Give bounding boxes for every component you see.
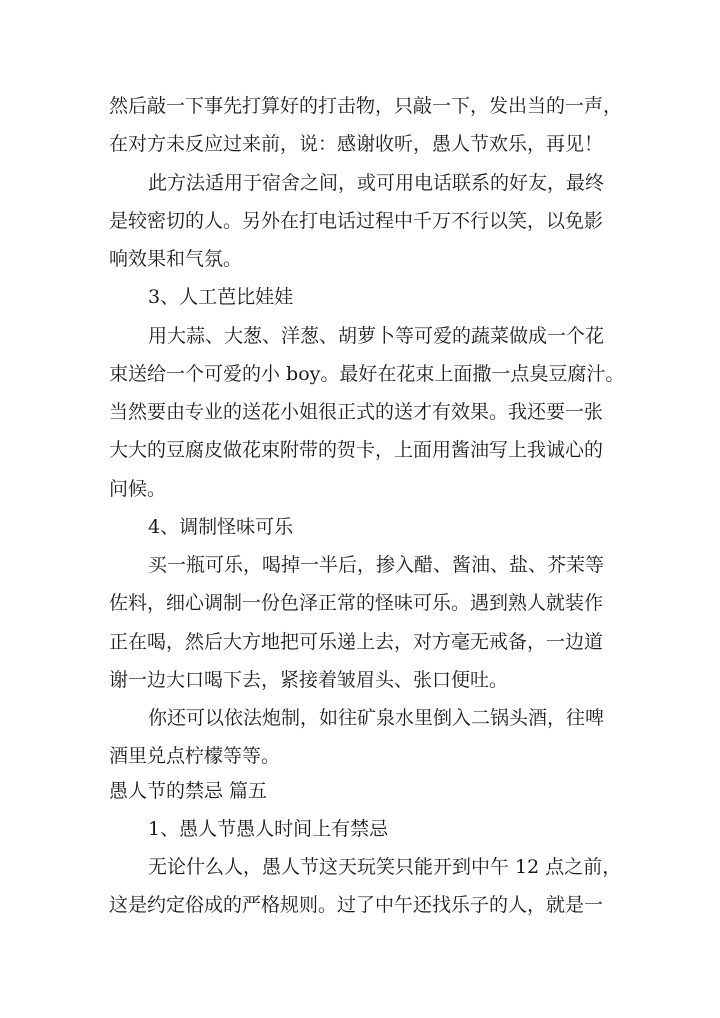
text-line: 这是约定俗成的严格规则。过了中午还找乐子的人，就是一 xyxy=(109,894,604,916)
section-heading: 3、人工芭比娃娃 xyxy=(148,286,294,308)
paragraph-start: 用大蒜、大葱、洋葱、胡萝卜等可爱的蔬菜做成一个花 xyxy=(148,325,605,347)
text-line: 问候。 xyxy=(109,478,167,500)
text-line: 响效果和气氛。 xyxy=(109,248,243,270)
section-heading: 4、调制怪味可乐 xyxy=(148,516,294,538)
text-line: 束送给一个可爱的小 boy。最好在花束上面撒一点臭豆腐汁。 xyxy=(109,363,625,385)
text-line: 谢一边大口喝下去，紧接着皱眉头、张口便吐。 xyxy=(109,669,509,691)
text-line: 佐料，细心调制一份色泽正常的怪味可乐。遇到熟人就装作 xyxy=(109,592,604,614)
text-line: 正在喝，然后大方地把可乐递上去，对方毫无戒备，一边道 xyxy=(109,631,604,653)
paragraph-start: 无论什么人，愚人节这天玩笑只能开到中午 12 点之前， xyxy=(148,856,622,878)
text-line: 是较密切的人。另外在打电话过程中千万不行以笑，以免影 xyxy=(109,210,604,232)
text-line: 然后敲一下事先打算好的打击物，只敲一下，发出当的一声， xyxy=(109,95,623,117)
paragraph-start: 买一瓶可乐，喝掉一半后，掺入醋、酱油、盐、芥茉等 xyxy=(148,554,605,576)
paragraph-start: 此方法适用于宿舍之间，或可用电话联系的好友，最终 xyxy=(148,172,605,194)
text-line: 酒里兑点柠檬等等。 xyxy=(109,745,281,767)
paragraph-start: 你还可以依法炮制，如往矿泉水里倒入二锅头酒，往啤 xyxy=(148,707,605,729)
chapter-heading: 愚人节的禁忌 篇五 xyxy=(109,780,268,802)
section-heading: 1、愚人节愚人时间上有禁忌 xyxy=(148,818,389,840)
text-line: 大大的豆腐皮做花束附带的贺卡，上面用酱油写上我诚心的 xyxy=(109,439,604,461)
text-line: 在对方未反应过来前，说：感谢收听，愚人节欢乐，再见！ xyxy=(109,133,604,155)
text-line: 当然要由专业的送花小姐很正式的送才有效果。我还要一张 xyxy=(109,401,604,423)
